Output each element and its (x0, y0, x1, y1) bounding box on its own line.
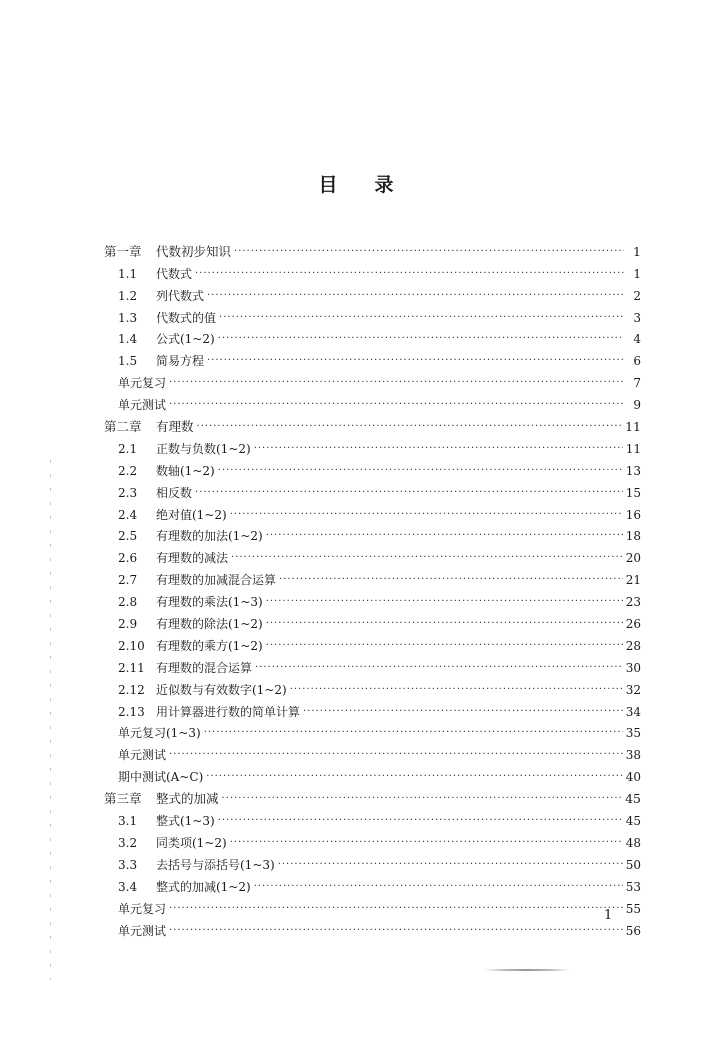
toc-entry-sec (104, 346, 641, 368)
toc-entry-page: 53 (625, 879, 641, 894)
toc-entry-label: 绝对值(1~2) (156, 507, 227, 522)
toc-leader-dots (303, 705, 623, 719)
toc-leader-dots (169, 748, 623, 762)
toc-leader-dots (218, 814, 623, 828)
toc-entry-label: 有理数的减法 (156, 551, 229, 566)
toc-entry-number: 2.13 (118, 704, 145, 719)
toc-entry-label: 整式(1~3) (156, 814, 215, 829)
toc-leader-dots (266, 639, 623, 653)
toc-entry-page: 2 (633, 288, 641, 303)
toc-entry-sec (104, 806, 641, 828)
toc-entry-sec (104, 478, 641, 500)
toc-entry-page: 21 (625, 573, 641, 588)
toc-entry-number: 第二章 (104, 419, 142, 435)
toc-entry-page: 23 (625, 595, 641, 610)
toc-entry-page: 30 (625, 660, 641, 675)
toc-entry-page: 11 (625, 419, 641, 435)
toc-entry-sec (104, 303, 641, 325)
toc-leader-dots (169, 376, 624, 390)
title-char-1: 目 (318, 174, 339, 196)
toc-entry-page: 18 (625, 529, 641, 544)
toc-entry-number: 2.11 (118, 660, 145, 675)
toc-entry-sec (104, 872, 641, 894)
toc-entry-number: 1.1 (118, 266, 138, 281)
toc-entry-chapter (104, 237, 641, 259)
toc-entry-page: 56 (625, 923, 641, 938)
scan-line-artifact (484, 969, 570, 971)
toc-entry-number: 2.4 (118, 507, 138, 522)
toc-entry-number: 3.2 (118, 835, 138, 850)
toc-leader-dots (231, 551, 623, 565)
toc-entry-label: 公式(1~2) (156, 332, 215, 347)
toc-entry-chapter (104, 784, 641, 806)
toc-entry-number: 3.1 (118, 814, 138, 829)
toc-entry-label: 有理数的乘方(1~2) (156, 638, 263, 653)
toc-entry-sec (104, 522, 641, 544)
toc-entry-number: 3.4 (118, 879, 138, 894)
toc-entry-label: 有理数的加减混合运算 (156, 573, 277, 588)
toc-leader-dots (207, 354, 624, 368)
toc-entry-label: 单元复习(1~3) (118, 726, 201, 741)
table-of-contents (104, 237, 641, 938)
title-char-2: 录 (374, 174, 395, 196)
toc-leader-dots (266, 595, 623, 609)
toc-leader-dots (254, 880, 623, 894)
toc-entry-sec (104, 653, 641, 675)
toc-entry-page: 4 (633, 332, 641, 347)
toc-entry-number: 2.12 (118, 682, 145, 697)
toc-entry-sec (104, 828, 641, 850)
toc-entry-label: 整式的加减(1~2) (156, 879, 251, 894)
toc-entry-page: 3 (633, 310, 641, 325)
toc-entry-label: 用计算器进行数的简单计算 (156, 704, 301, 719)
toc-entry-label: 单元测试 (118, 398, 167, 413)
toc-entry-sec (104, 850, 641, 872)
toc-entry-label: 列代数式 (156, 288, 205, 303)
toc-leader-dots (207, 289, 624, 303)
toc-leader-dots (222, 792, 623, 806)
toc-entry-label: 有理数的混合运算 (156, 660, 253, 675)
toc-entry-sec (104, 697, 641, 719)
toc-leader-dots (254, 442, 623, 456)
toc-entry-page: 7 (633, 376, 641, 391)
toc-entry-page: 13 (625, 463, 641, 478)
toc-entry-page: 11 (625, 441, 641, 456)
toc-leader-dots (278, 858, 623, 872)
toc-entry-page: 45 (625, 791, 641, 807)
toc-leader-dots (266, 529, 623, 543)
toc-entry-label: 相反数 (156, 485, 193, 500)
toc-entry-sec (104, 543, 641, 565)
toc-leader-dots (234, 245, 624, 259)
toc-entry-label: 有理数的加法(1~2) (156, 529, 263, 544)
toc-entry-sec (104, 325, 641, 347)
toc-leader-dots (169, 924, 623, 938)
toc-entry-label: 单元复习 (118, 901, 167, 916)
toc-entry-sec (104, 609, 641, 631)
toc-entry-sec (104, 500, 641, 522)
toc-entry-number: 1.2 (118, 288, 138, 303)
toc-entry-sec (104, 587, 641, 609)
toc-entry-label: 期中测试(A~C) (118, 770, 204, 785)
toc-leader-dots (218, 332, 624, 346)
scan-margin-artifact (50, 460, 51, 980)
toc-entry-misc (104, 894, 641, 916)
toc-leader-dots (195, 267, 624, 281)
toc-leader-dots (169, 902, 623, 916)
toc-entry-label: 代数式 (156, 266, 193, 281)
toc-entry-page: 35 (625, 726, 641, 741)
toc-entry-label: 简易方程 (156, 354, 205, 369)
toc-entry-page: 6 (633, 354, 641, 369)
toc-leader-dots (219, 311, 624, 325)
toc-entry-number: 2.3 (118, 485, 138, 500)
toc-entry-page: 34 (625, 704, 641, 719)
toc-entry-number: 2.10 (118, 638, 145, 653)
toc-entry-label: 有理数 (156, 419, 194, 435)
toc-entry-number: 第一章 (104, 243, 142, 259)
toc-entry-label: 代数初步知识 (156, 243, 232, 259)
toc-leader-dots (195, 486, 623, 500)
toc-entry-sec (104, 434, 641, 456)
toc-entry-label: 整式的加减 (156, 791, 219, 807)
toc-entry-page: 15 (625, 485, 641, 500)
toc-entry-number: 2.7 (118, 573, 138, 588)
toc-entry-number: 2.2 (118, 463, 138, 478)
toc-entry-sec (104, 456, 641, 478)
toc-entry-number: 1.3 (118, 310, 138, 325)
toc-entry-page: 32 (625, 682, 641, 697)
toc-entry-sec (104, 675, 641, 697)
toc-leader-dots (169, 398, 624, 412)
toc-leader-dots (266, 617, 623, 631)
toc-leader-dots (206, 770, 622, 784)
toc-entry-label: 近似数与有效数字(1~2) (156, 682, 287, 697)
toc-entry-page: 1 (633, 266, 641, 281)
toc-leader-dots (218, 464, 623, 478)
toc-entry-number: 2.5 (118, 529, 138, 544)
toc-entry-page: 38 (625, 748, 641, 763)
toc-entry-page: 45 (625, 814, 641, 829)
toc-entry-page: 28 (625, 638, 641, 653)
toc-leader-dots (204, 726, 623, 740)
page-title (0, 170, 713, 197)
toc-leader-dots (255, 661, 623, 675)
page-number: 1 (604, 908, 613, 923)
toc-entry-misc (104, 762, 641, 784)
toc-entry-number: 第三章 (104, 791, 142, 807)
toc-entry-label: 有理数的除法(1~2) (156, 617, 263, 632)
toc-leader-dots (230, 508, 623, 522)
toc-entry-misc (104, 916, 641, 938)
toc-leader-dots (290, 683, 623, 697)
toc-entry-page: 9 (633, 398, 641, 413)
toc-entry-label: 同类项(1~2) (156, 835, 227, 850)
toc-entry-label: 单元测试 (118, 923, 167, 938)
toc-entry-label: 数轴(1~2) (156, 463, 215, 478)
toc-entry-page: 48 (625, 835, 641, 850)
toc-entry-label: 去括号与添括号(1~3) (156, 857, 275, 872)
toc-entry-number: 1.4 (118, 332, 138, 347)
toc-entry-sec (104, 565, 641, 587)
toc-entry-number: 2.9 (118, 617, 138, 632)
toc-entry-number: 1.5 (118, 354, 138, 369)
toc-entry-number: 2.6 (118, 551, 138, 566)
toc-entry-chapter (104, 412, 641, 434)
toc-entry-misc (104, 390, 641, 412)
toc-entry-page: 20 (625, 551, 641, 566)
toc-entry-misc (104, 740, 641, 762)
toc-entry-label: 单元复习 (118, 376, 167, 391)
toc-entry-label: 正数与负数(1~2) (156, 441, 251, 456)
toc-entry-label: 代数式的值 (156, 310, 217, 325)
toc-leader-dots (230, 836, 623, 850)
toc-entry-sec (104, 259, 641, 281)
toc-entry-number: 2.1 (118, 441, 138, 456)
toc-entry-page: 40 (625, 770, 641, 785)
toc-entry-number: 3.3 (118, 857, 138, 872)
toc-leader-dots (197, 420, 623, 434)
toc-leader-dots (279, 573, 623, 587)
toc-entry-page: 50 (625, 857, 641, 872)
toc-entry-page: 26 (625, 617, 641, 632)
toc-entry-page: 16 (625, 507, 641, 522)
toc-entry-sec (104, 281, 641, 303)
toc-entry-page: 55 (625, 901, 641, 916)
toc-entry-number: 2.8 (118, 595, 138, 610)
toc-entry-sec (104, 631, 641, 653)
toc-entry-misc (104, 719, 641, 741)
toc-entry-label: 有理数的乘法(1~3) (156, 595, 263, 610)
toc-entry-misc (104, 368, 641, 390)
toc-entry-label: 单元测试 (118, 748, 167, 763)
toc-entry-page: 1 (633, 243, 641, 259)
